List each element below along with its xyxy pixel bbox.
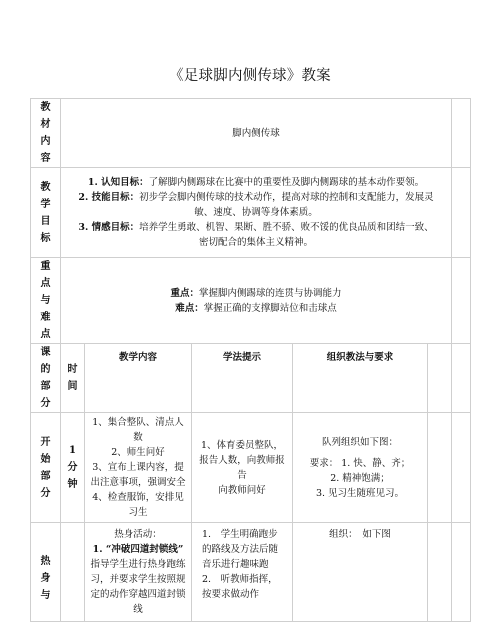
warmup-content: 热身活动： 1. “冲破四道封锁线” 指导学生进行热身跑练习，并要求学生按照规定的动作穿越四道封锁线	[85, 523, 192, 622]
key-point: 重点：掌握脚内侧踢球的连贯与协调能力	[170, 287, 342, 299]
lesson-plan-table	[30, 98, 471, 622]
warmup-org: 组织： 如下图	[293, 523, 428, 622]
goal-cognitive: 1. 认知目标：了解脚内侧踢球在比赛中的重要性及脚内侧踢球的基本动作要领。	[87, 177, 425, 188]
margin-cell	[452, 413, 471, 523]
key-points-row	[31, 258, 471, 344]
empty-cell	[428, 344, 452, 413]
goal-skill: 2. 技能目标：初步学会脚内侧传球的技术动作，提高对球的控制和支配能力，发展灵敏、速度、协调等身体素质。	[78, 192, 434, 218]
material-row	[31, 99, 471, 168]
key-points-content	[61, 258, 452, 344]
material-label: 教 材 内 容	[31, 99, 61, 168]
material-content: 脚内侧传球	[61, 99, 452, 168]
margin-cell	[452, 523, 471, 622]
tips-header: 学法提示	[192, 344, 293, 413]
warmup-tips: 1. 学生明确跑步的路线及方法后随音乐进行趣味跑 2. 听教师指挥，按要求做动作	[192, 523, 293, 622]
warmup-label: 热 身 与	[31, 523, 61, 622]
org-header: 组织教法与要求	[293, 344, 428, 413]
time-header: 时 间	[61, 344, 85, 413]
hard-point: 难点：掌握正确的支撑脚站位和击球点	[175, 302, 337, 314]
margin-cell	[452, 99, 471, 168]
goals-row	[31, 168, 471, 258]
content-header: 教学内容	[85, 344, 192, 413]
start-label: 开 始 部 分	[31, 413, 61, 523]
warmup-row	[31, 523, 471, 622]
empty-cell	[428, 413, 452, 523]
start-time: 1 分 钟	[61, 413, 85, 523]
document-title: 《足球脚内侧传球》教案	[169, 68, 331, 84]
margin-cell	[452, 344, 471, 413]
start-row	[31, 413, 471, 523]
margin-cell	[452, 168, 471, 258]
warmup-time	[61, 523, 85, 622]
section-label: 课 的 部 分	[31, 344, 61, 413]
margin-cell	[452, 258, 471, 344]
key-points-label: 重 点 与 难 点	[31, 258, 61, 344]
goal-emotion: 3. 情感目标：培养学生勇敢、机智、果断、胜不骄、败不馁的优良品质和团结一致、密切配合的集体主义精神。	[78, 222, 434, 248]
goals-label: 教 学 目 标	[31, 168, 61, 258]
empty-cell	[428, 523, 452, 622]
start-org: 队列组织如下图： 要求： 1. 快、静、齐； 2. 精神饱满； 3. 见习生随班见习。	[293, 413, 428, 523]
start-content: 1、集合整队、清点人数 2、师生问好 3、宣布上课内容，提出注意事项，强调安全 4、检查服饰，安排见习生	[85, 413, 192, 523]
start-tips: 1、体育委员整队，报告人数，向教师报告 向教师问好	[192, 413, 293, 523]
section-header-row	[31, 344, 471, 413]
goals-content	[61, 168, 452, 258]
